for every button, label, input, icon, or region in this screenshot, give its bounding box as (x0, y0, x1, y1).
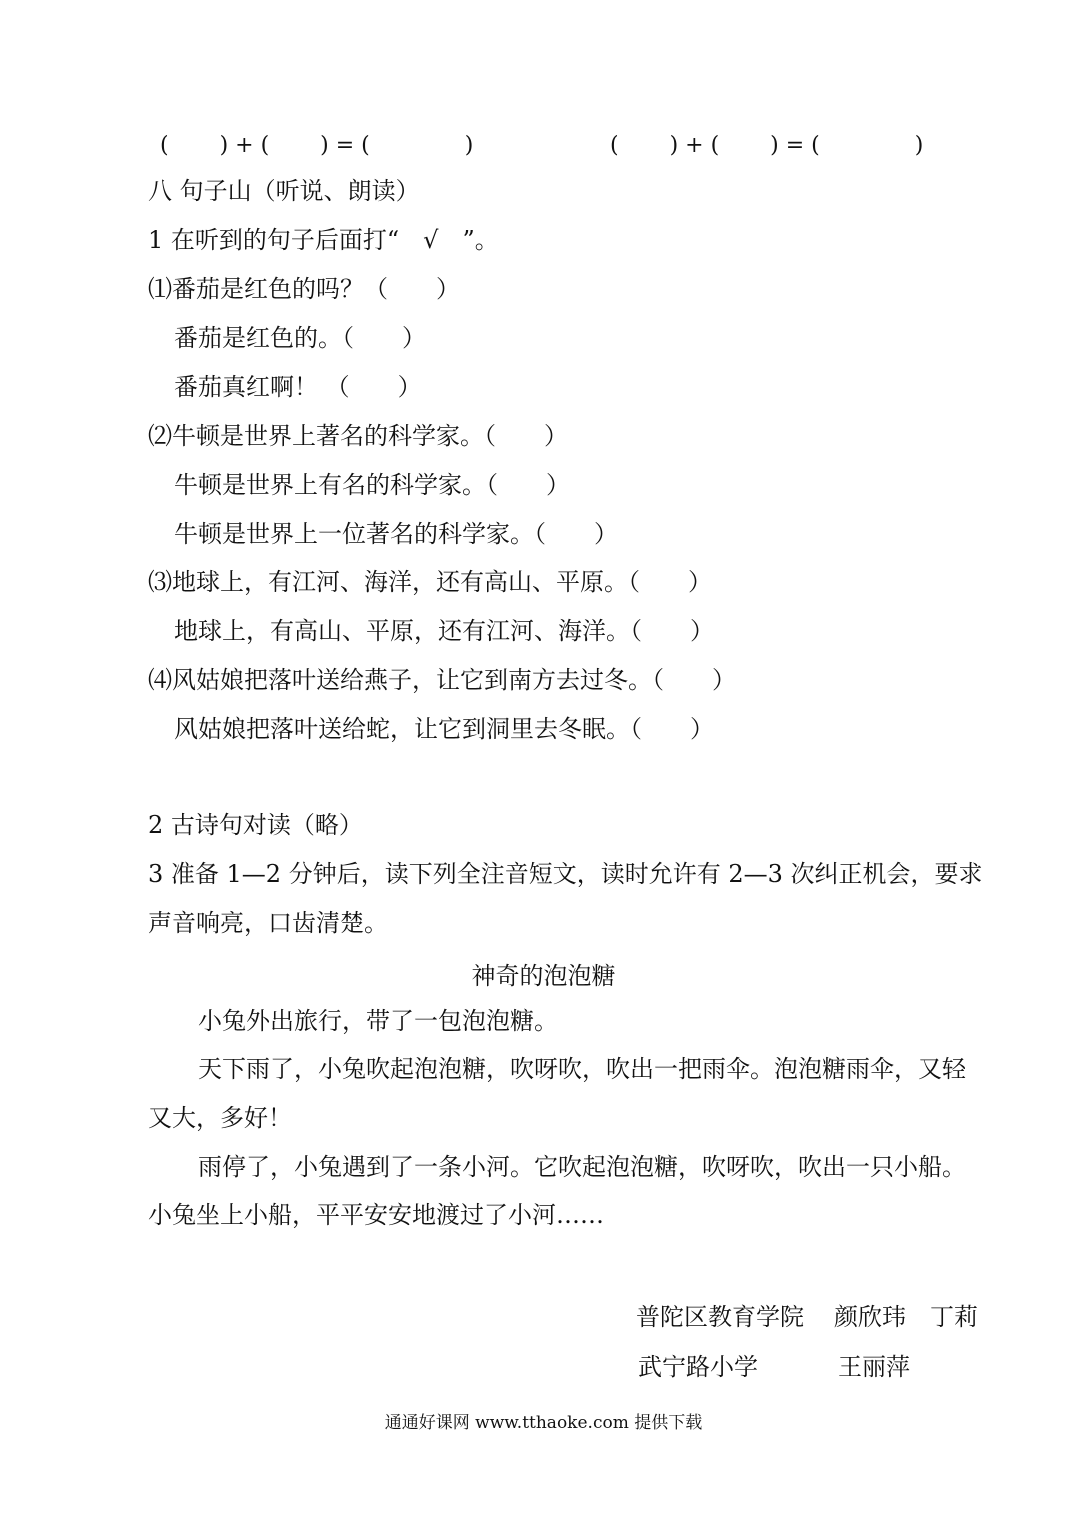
footer-credit: 通通好课网 www.tthaoke.com 提供下载 (384, 1413, 703, 1433)
signature-names-1: 颜欣玮 丁莉 (834, 1303, 978, 1331)
story-paragraph-1: 小兔外出旅行，带了一包泡泡糖。 (198, 1007, 558, 1035)
story-paragraph-3-line-2: 小兔坐上小船，平平安安地渡过了小河…… (148, 1201, 604, 1229)
q1-item-2a: ⑵牛顿是世界上著名的科学家。（ ） (148, 422, 568, 450)
q1-item-2b: 牛顿是世界上有名的科学家。（ ） (174, 471, 570, 499)
equation-right: ( ) + ( ) = ( ) (610, 133, 924, 158)
story-paragraph-3-line-1: 雨停了，小兔遇到了一条小河。它吹起泡泡糖，吹呀吹，吹出一只小船。 (198, 1153, 966, 1181)
q3-line-1: 3 准备 1—2 分钟后，读下列全注音短文，读时允许有 2—3 次纠正机会，要求 (148, 860, 983, 888)
q1-item-4b: 风姑娘把落叶送给蛇，让它到洞里去冬眠。（ ） (174, 715, 714, 743)
q1-item-1b: 番茄是红色的。（ ） (174, 324, 426, 352)
signature-org-1: 普陀区教育学院 (636, 1303, 804, 1331)
q2-text: 2 古诗句对读（略） (148, 811, 363, 839)
q1-item-2c: 牛顿是世界上一位著名的科学家。（ ） (174, 520, 618, 548)
q1-item-3a: ⑶地球上，有江河、海洋，还有高山、平原。（ ） (148, 568, 712, 596)
signature-names-2: 王丽萍 (838, 1353, 910, 1381)
story-paragraph-2-line-2: 又大，多好！ (148, 1104, 292, 1132)
signature-org-2: 武宁路小学 (638, 1353, 758, 1381)
q1-item-1c: 番茄真红啊！ （ ） (174, 373, 422, 401)
story-paragraph-2-line-1: 天下雨了，小兔吹起泡泡糖，吹呀吹，吹出一把雨伞。泡泡糖雨伞，又轻 (198, 1055, 966, 1083)
section-heading: 八 句子山（听说、朗读） (148, 177, 420, 205)
q1-item-4a: ⑷风姑娘把落叶送给燕子，让它到南方去过冬。（ ） (148, 666, 736, 694)
q1-instruction: 1 在听到的句子后面打“ √ ”。 (148, 226, 499, 254)
q1-item-1a: ⑴番茄是红色的吗？（ ） (148, 275, 460, 303)
q1-item-3b: 地球上，有高山、平原，还有江河、海洋。（ ） (174, 617, 714, 645)
story-title: 神奇的泡泡糖 (471, 962, 616, 990)
q3-line-2: 声音响亮，口齿清楚。 (148, 909, 388, 937)
equation-left: ( ) + ( ) = ( ) (160, 133, 474, 158)
